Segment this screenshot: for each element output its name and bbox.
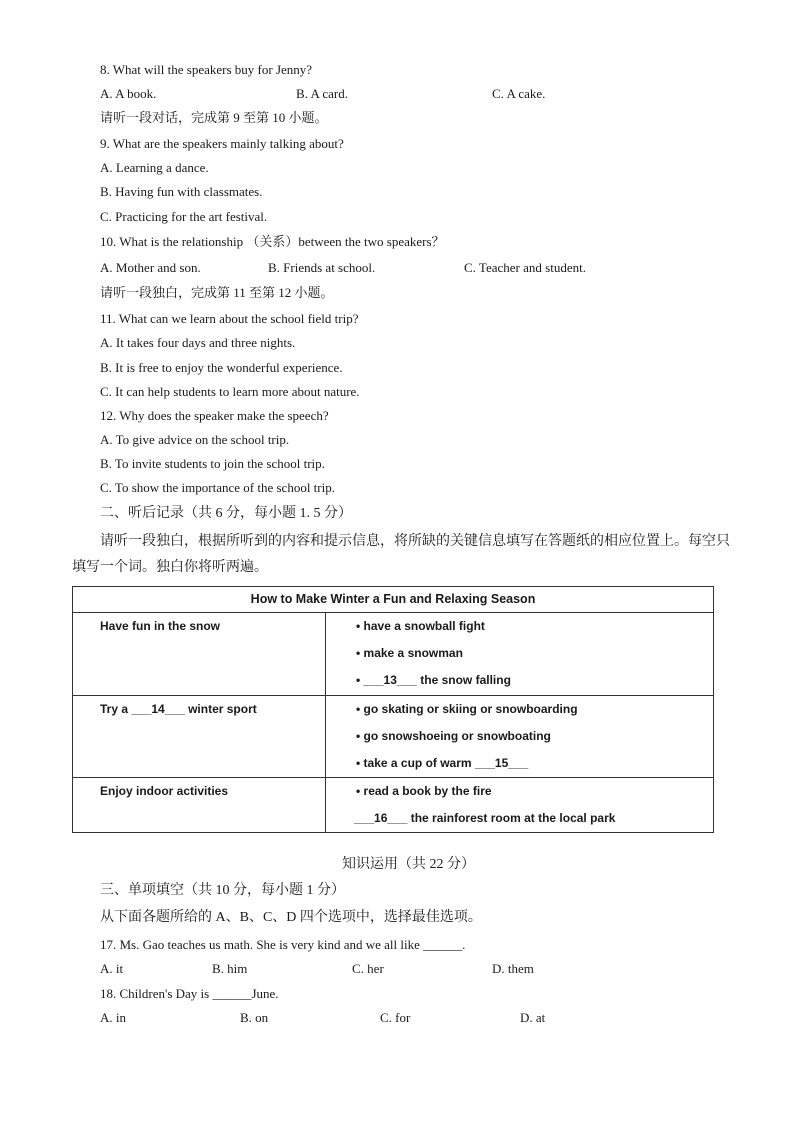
q9-option-b: B. Having fun with classmates. xyxy=(100,184,263,199)
q9-stem: 9. What are the speakers mainly talking about? xyxy=(100,136,344,151)
table-title: How to Make Winter a Fun and Relaxing Season xyxy=(73,587,714,613)
q11-stem: 11. What can we learn about the school field trip? xyxy=(100,311,359,326)
row-items xyxy=(326,613,714,696)
row-label: Have fun in the snow xyxy=(73,613,326,696)
blank-15-item[interactable]: • take a cup of warm ___15___ xyxy=(356,756,529,770)
q10-stem: 10. What is the relationship （关系）between the two speakers？ xyxy=(100,234,445,249)
q9-option-a: A. Learning a dance. xyxy=(100,160,209,175)
blank-16-item[interactable]: ___16___ the rainforest room at the local park xyxy=(354,811,616,825)
note-taking-table xyxy=(72,586,714,833)
q8-option-b: B. A card. xyxy=(296,86,348,101)
q17-option-c: C. her xyxy=(352,961,384,976)
q10-option-a: A. Mother and son. xyxy=(100,260,201,275)
q17-option-a: A. it xyxy=(100,961,124,976)
row-label: Enjoy indoor activities xyxy=(73,778,326,833)
section2-title: 二、听后记录（共 6 分，每小题 1. 5 分） xyxy=(100,506,352,521)
q10-option-b: B. Friends at school. xyxy=(268,260,376,275)
q9-option-c: C. Practicing for the art festival. xyxy=(100,209,268,224)
blank-13-item[interactable]: • ___13___ the snow falling xyxy=(356,673,511,687)
q8-option-a: A. A book. xyxy=(100,86,157,101)
q12-option-b: B. To invite students to join the school trip. xyxy=(100,456,325,471)
q17-option-d: D. them xyxy=(492,961,534,976)
q11-option-c: C. It can help students to learn more about nature. xyxy=(100,384,360,399)
q12-option-a: A. To give advice on the school trip. xyxy=(100,432,290,447)
q11-option-b: B. It is free to enjoy the wonderful experience. xyxy=(100,360,343,375)
table-row xyxy=(73,613,714,696)
section2-instruction-line1: 请听一段独白，根据所听到的内容和提示信息，将所缺的关键信息填写在答题纸的相应位置上。每空只 xyxy=(100,534,730,549)
q17-option-b: B. him xyxy=(212,961,248,976)
q10-option-c: C. Teacher and student. xyxy=(464,260,586,275)
section3-title: 三、单项填空（共 10 分，每小题 1 分） xyxy=(100,883,345,898)
q18-option-c: C. for xyxy=(380,1010,411,1025)
q12-option-c: C. To show the importance of the school trip. xyxy=(100,480,335,495)
list-item: • go snowshoeing or snowboating xyxy=(356,729,551,743)
q18-stem: 18. Children's Day is ______June. xyxy=(100,986,279,1001)
row-items xyxy=(326,696,714,778)
table-row xyxy=(73,778,714,833)
q8-option-c: C. A cake. xyxy=(492,86,546,101)
section3-instruction: 从下面各题所给的 A、B、C、D 四个选项中，选择最佳选项。 xyxy=(100,910,482,925)
q18-option-a: A. in xyxy=(100,1010,126,1025)
instruction-9-10: 请听一段对话，完成第 9 至第 10 小题。 xyxy=(100,110,328,125)
table-row xyxy=(73,696,714,778)
q12-stem: 12. Why does the speaker make the speech? xyxy=(100,408,329,423)
q11-option-a: A. It takes four days and three nights. xyxy=(100,335,296,350)
row-items xyxy=(326,778,714,833)
q17-stem: 17. Ms. Gao teaches us math. She is very kind and we all like ______. xyxy=(100,937,466,952)
instruction-11-12: 请听一段独白，完成第 11 至第 12 小题。 xyxy=(100,285,334,300)
section2-instruction-line2: 填写一个词。独白你将听两遍。 xyxy=(72,560,268,575)
part-title: 知识运用（共 22 分） xyxy=(342,857,475,872)
row-label-blank-14[interactable]: Try a ___14___ winter sport xyxy=(73,696,326,778)
q8-stem: 8. What will the speakers buy for Jenny? xyxy=(100,62,313,77)
list-item: • make a snowman xyxy=(356,646,463,660)
q18-option-b: B. on xyxy=(240,1010,269,1025)
list-item: • read a book by the fire xyxy=(356,784,492,798)
list-item: • go skating or skiing or snowboarding xyxy=(356,702,578,716)
q18-option-d: D. at xyxy=(520,1010,546,1025)
list-item: • have a snowball fight xyxy=(356,619,485,633)
